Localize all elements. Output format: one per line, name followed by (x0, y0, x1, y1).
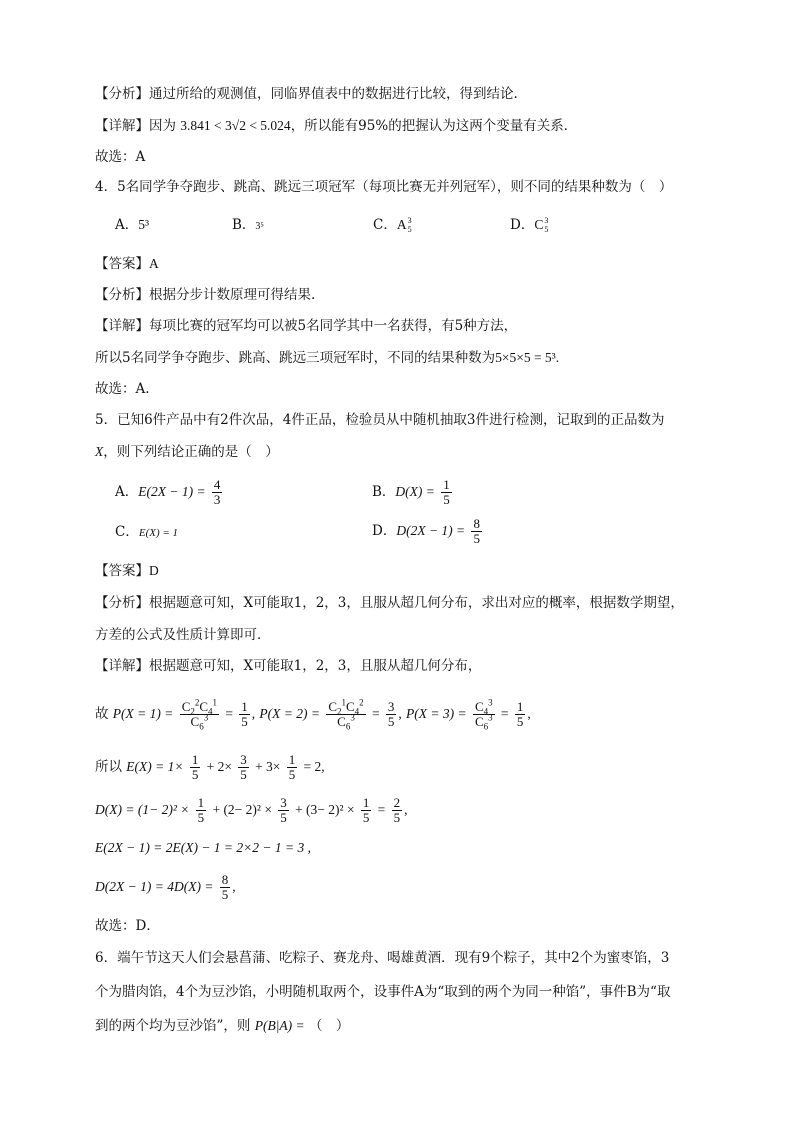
denominator: 5 (473, 531, 480, 546)
stem-text: 到的两个均为豆沙馅”，则 (95, 1018, 251, 1034)
analysis-text: 方差的公式及性质计算即可． (95, 627, 271, 643)
stem-math: P(B|A) = (254, 1018, 305, 1033)
numerator: 1 (516, 699, 524, 714)
numerator: 4 (213, 477, 221, 492)
fraction: $\frac{3}{5}$ (280, 795, 287, 825)
fraction: $\frac{1}{5}$ (191, 752, 199, 782)
q5-option-c (115, 522, 178, 543)
option-math: A (396, 217, 407, 232)
analysis-tag: 【分析】 (95, 287, 149, 303)
choice-text: 故选：D． (95, 918, 160, 934)
ex-prefix: 所以 (95, 759, 122, 775)
q4-detail-line (95, 316, 517, 336)
analysis-tag: 【分析】 (95, 86, 149, 102)
prob-prefix: 故 (95, 706, 109, 722)
fraction (212, 478, 223, 507)
detail-text: 根据题意可知，X可能取1，2，3，且服从超几何分布， (149, 658, 482, 674)
q4-option-d (510, 215, 548, 235)
q5-analysis-line (95, 593, 684, 613)
analysis-tag: 【分析】 (95, 595, 149, 611)
numerator: 1 (241, 699, 248, 714)
q5-option-b (372, 478, 454, 507)
detail-text-post: ，所以能有95%的把握认为这两个变量有关系． (290, 118, 578, 134)
option-label: D． (372, 523, 397, 539)
q5-d2x-line: D(2X − 1) = 4D(X) = $\frac{8}{5}$ , (95, 872, 236, 902)
dx-math-mid: + (2− 2)² × (212, 802, 272, 817)
q4-choice-line (95, 379, 150, 399)
stem-text: ，则下列结论正确的是（ ） (103, 444, 279, 460)
detail-tag: 【详解】 (95, 658, 149, 674)
fraction: $\frac{1}{5}$ (362, 795, 370, 825)
q5-analysis-line-2 (95, 625, 271, 645)
dx-math-end: = (377, 802, 386, 817)
answer-text: D (149, 563, 159, 578)
stem-text: 个为腊肉馅，4个为豆沙馅，小明随机取两个，设事件A为“取到的两个为同一种馅”，事件B为“取 (95, 984, 671, 1000)
prob-x3: P(X = 3) = (406, 706, 467, 721)
ex-math-end: = 2, (303, 759, 325, 774)
stem-text-end: （ ） (308, 1018, 350, 1034)
option-math: D(X) = (395, 484, 435, 499)
option-label: D． (510, 217, 535, 233)
option-math: 5³ (138, 217, 150, 232)
numerator: 1 (443, 477, 450, 492)
analysis-text: 根据题意可知，X可能取1，2，3，且服从超几何分布，求出对应的概率，根据数学期望， (149, 595, 684, 611)
question-6-stem-3 (95, 1016, 349, 1036)
comb-index: 3 5 (544, 216, 549, 234)
q4-detail-line-2 (95, 348, 559, 368)
detail-math: 3.841 < 3√2 < 5.024 (180, 118, 291, 133)
option-label: C． (373, 217, 397, 233)
fraction (386, 700, 397, 729)
comb-index: 3 5 (407, 216, 412, 234)
question-5-stem-2 (95, 442, 279, 462)
q5-option-d (372, 517, 484, 546)
choice-text: 故选：A (95, 149, 146, 165)
detail-tag: 【详解】 (95, 318, 149, 334)
denominator: 5 (387, 714, 395, 729)
option-math: C (534, 217, 544, 232)
q4-option-c (373, 215, 412, 235)
dx-math: D(X) = (1− 2)² × (95, 802, 190, 817)
option-label: B． (372, 484, 396, 500)
d2x-math: D(2X − 1) = 4D(X) = (95, 879, 214, 894)
option-label: A． (115, 217, 139, 233)
fraction (441, 478, 452, 507)
numerator: 3 (387, 699, 395, 714)
q4-option-b (232, 215, 264, 237)
detail-text: 每项比赛的冠军均可以被5名同学其中一名获得，有5种方法， (149, 318, 518, 334)
detail-line-p3 (95, 116, 577, 136)
q5-choice-line (95, 916, 160, 936)
ex-math-mid: + 2× (206, 759, 232, 774)
question-5-stem (95, 410, 664, 430)
ex-math-mid: + 3× (255, 759, 281, 774)
option-math: D(2X − 1) = (396, 523, 466, 538)
detail-math: 5×5×5 = 5³. (495, 350, 560, 365)
question-6-stem-2 (95, 982, 670, 1002)
fraction (471, 517, 482, 546)
q4-option-a (115, 215, 149, 235)
denominator: 3 (213, 492, 221, 507)
denominator: 5 (516, 714, 524, 729)
question-4-stem (95, 177, 672, 197)
stem-text: 5．已知6件产品中有2件次品，4件正品，检验员从中随机抽取3件进行检测，记取到的正品数为 (95, 412, 665, 428)
fraction: $\frac{2}{5}$ (393, 795, 401, 825)
stem-text: 4．5名同学争夺跑步、跳高、跳远三项冠军（每项比赛无并列冠军），则不同的结果种数为（ ） (95, 179, 673, 195)
fraction: $\frac{1}{5}$ (288, 752, 296, 782)
question-6-stem (95, 948, 669, 968)
ex-math: E(X) = 1× (126, 759, 184, 774)
q5-expectation-line (95, 753, 325, 782)
q4-answer-line (95, 254, 159, 274)
option-label: A． (115, 484, 139, 500)
detail-tag: 【详解】 (95, 118, 149, 134)
prob-x2: P(X = 2) = (259, 706, 321, 721)
q5-option-a (115, 478, 224, 507)
fraction (239, 700, 250, 729)
q5-answer-line (95, 561, 159, 581)
option-math: E(X) = 1 (138, 527, 179, 539)
e2x-math: E(2X − 1) = 2E(X) − 1 = 2×2 − 1 = 3 , (95, 840, 311, 855)
analysis-text: 通过所给的观测值，同临界值表中的数据进行比较，得到结论. (149, 86, 518, 102)
stem-text: 6．端午节这天人们会悬菖蒲、吃粽子、赛龙舟、喝雄黄酒．现有9个粽子，其中2个为蜜枣馅，3 (95, 950, 670, 966)
q5-detail-line (95, 656, 481, 676)
denominator: 5 (241, 714, 248, 729)
q5-probability-line: 故 P(X = 1) = $\frac{C_2^2C_4^1}{C_6^3}$ = $\frac{1}{5}$ , P(X = 2) = $\frac{C_2^1C_4^2}{C_6^3}$ = $\frac{3}{5}$ , P(X = 3) = $\frac{C_4^3}{C_6^3}$ = $\frac{1}{5}$ , (95, 697, 531, 732)
dx-math-mid: + (3− 2)² × (295, 802, 355, 817)
q5-variance-line: D(X) = (1− 2)² × $\frac{1}{5}$ + (2− 2)² × $\frac{3}{5}$ + (3− 2)² × $\frac{1}{5}$ = $\frac{2}{5}$ , (95, 795, 408, 825)
denominator: 5 (443, 492, 450, 507)
q5-e2x-line (95, 838, 311, 858)
choice-text: 故选：A. (95, 381, 150, 397)
prob-x1: P(X = 1) = (112, 706, 174, 721)
choice-line-p3 (95, 147, 145, 167)
detail-text: 所以5名同学争夺跑步、跳高、跳远三项冠军时，不同的结果种数为 (95, 350, 496, 366)
fraction (515, 700, 526, 729)
q4-analysis-line (95, 285, 315, 305)
fraction: $\frac{8}{5}$ (221, 872, 229, 902)
option-math: 3⁵ (255, 221, 264, 232)
comb-fraction: $\frac{C_2^1C_4^2}{C_6^3}$ (328, 697, 364, 732)
analysis-line-p3 (95, 84, 518, 104)
answer-text: A (149, 256, 159, 271)
answer-tag: 【答案】 (95, 256, 149, 272)
numerator: 8 (473, 516, 480, 531)
comb-fraction: $\frac{C_4^3}{C_6^3}$ (474, 697, 493, 732)
fraction: $\frac{3}{5}$ (240, 752, 247, 782)
comb-fraction: $\frac{C_2^2C_4^1}{C_6^3}$ (181, 697, 218, 732)
answer-tag: 【答案】 (95, 563, 149, 579)
option-math: E(2X − 1) = (138, 484, 206, 499)
option-label: B． (232, 217, 256, 233)
var-x: X (95, 444, 104, 459)
analysis-text: 根据分步计数原理可得结果. (149, 287, 316, 303)
option-label: C． (115, 524, 139, 540)
fraction: $\frac{1}{5}$ (197, 795, 205, 825)
detail-text: 因为 (149, 118, 176, 134)
